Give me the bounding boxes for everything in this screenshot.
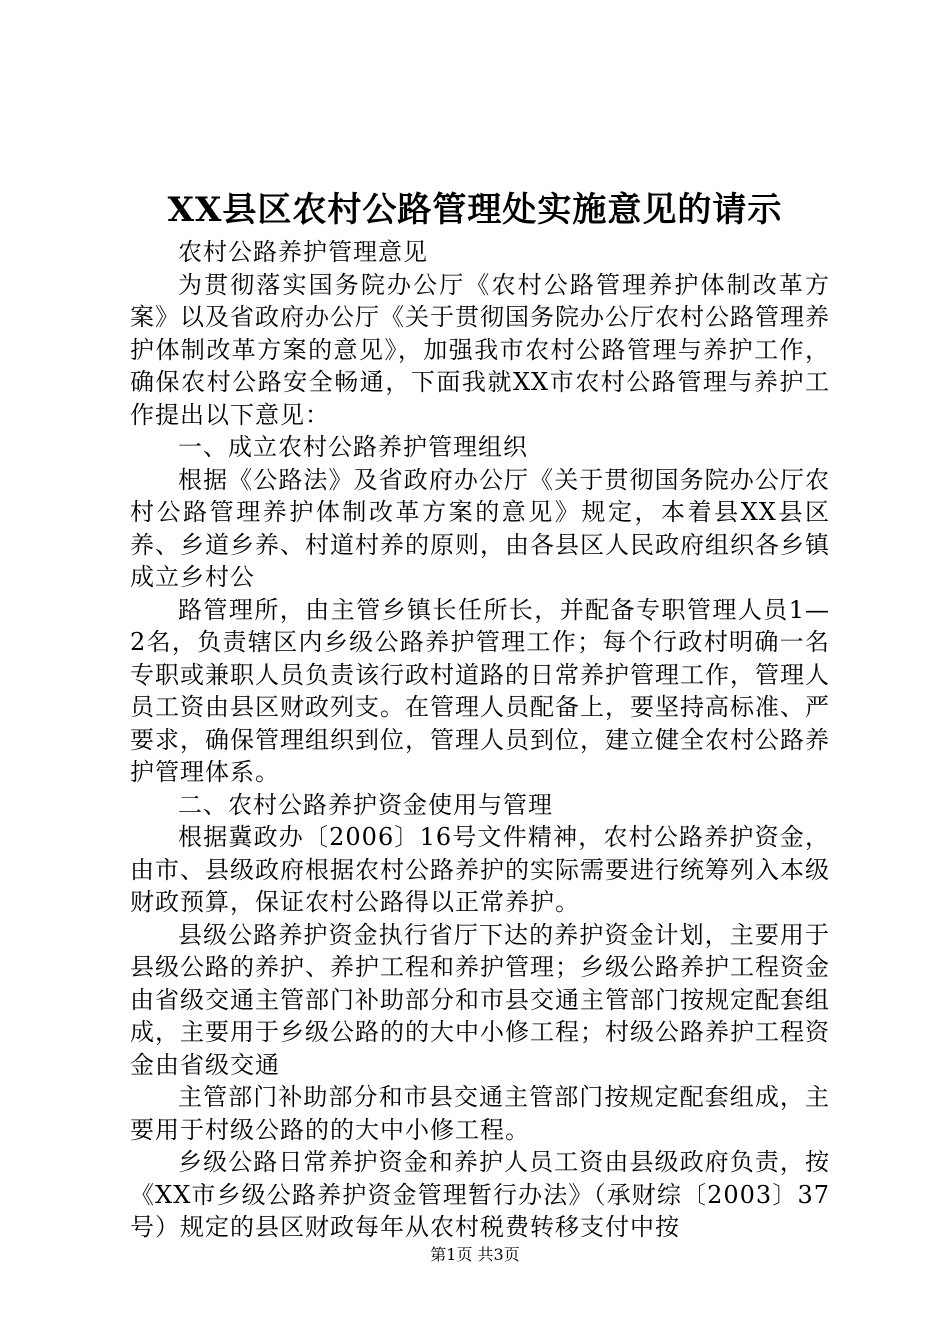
- section-heading-2: 二、农村公路养护资金使用与管理: [178, 790, 553, 819]
- paragraph-subtitle: 农村公路养护管理意见: [178, 238, 428, 266]
- section-heading-1: 一、成立农村公路养护管理组织: [178, 433, 528, 461]
- document-body: [130, 236, 830, 1244]
- paragraph: 乡级公路日常养护资金和养护人员工资由县级政府负责，按《XX市乡级公路养护资金管理暂行办法》（承财综〔2003〕37号）规定的县区财政每年从农村税费转移支付中按: [130, 1148, 830, 1241]
- paragraph: 主管部门补助部分和市县交通主管部门按规定配套组成，主要用于村级公路的的大中小修工程。: [130, 1083, 830, 1144]
- paragraph: 县级公路养护资金执行省厅下达的养护资金计划，主要用于县级公路的养护、养护工程和养护管理；乡级公路养护工程资金由省级交通主管部门补助部分和市县交通主管部门按规定配套组成，主要用于乡级公路的的大中小修工程；村级公路养护工程资金由省级交通: [130, 920, 830, 1079]
- paragraph: 路管理所，由主管乡镇长任所长，并配备专职管理人员1—2名，负责辖区内乡级公路养护管理工作；每个行政村明确一名专职或兼职人员负责该行政村道路的日常养护管理工作，管理人员工资由县区财政列支。在管理人员配备上，要坚持高标准、严要求，确保管理组织到位，管理人员到位，建立健全农村公路养护管理体系。: [130, 595, 830, 786]
- paragraph: 根据《公路法》及省政府办公厅《关于贯彻国务院办公厅农村公路管理养护体制改革方案的意见》规定，本着县XX县区养、乡道乡养、村道村养的原则，由各县区人民政府组织各乡镇成立乡村公: [130, 465, 830, 591]
- paragraph: 根据冀政办〔2006〕16号文件精神，农村公路养护资金，由市、县级政府根据农村公路养护的实际需要进行统筹列入本级财政预算，保证农村公路得以正常养护。: [130, 823, 830, 916]
- document-title: XX县区农村公路管理处实施意见的请示: [167, 190, 783, 230]
- page-footer: 第1页 共3页: [430, 1245, 520, 1264]
- paragraph-intro: 为贯彻落实国务院办公厅《农村公路管理养护体制改革方案》以及省政府办公厅《关于贯彻国务院办公厅农村公路管理养护体制改革方案的意见》，加强我市农村公路管理与养护工作，确保农村公路安全畅通，下面我就XX市农村公路管理与养护工作提出以下意见：: [130, 270, 830, 429]
